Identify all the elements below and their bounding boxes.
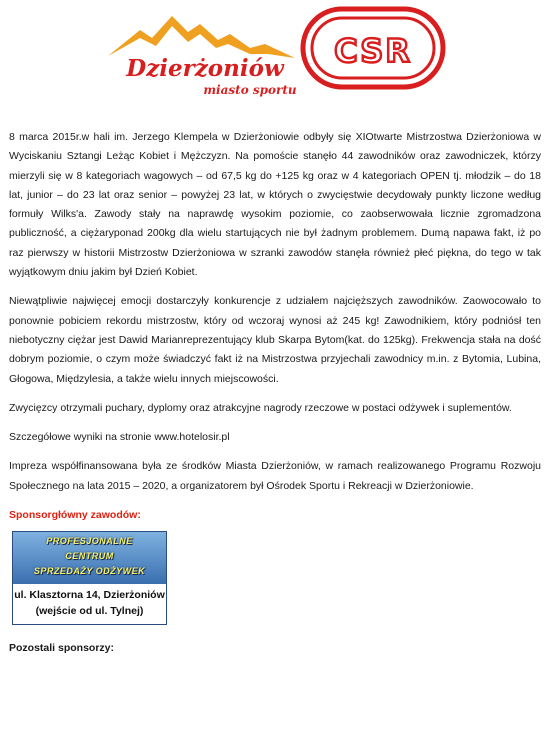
csr-logo-text: CSR <box>334 32 412 70</box>
csr-logo <box>300 6 446 90</box>
ad-line-1: PROFESJONALNE <box>46 536 133 547</box>
article-body <box>9 128 541 658</box>
dzierzoniow-logo <box>100 4 310 104</box>
ad-line-3: SPRZEDAŻY ODŻYWEK <box>33 566 146 577</box>
paragraph-event-summary: 8 marca 2015r.w hali im. Jerzego Klempela w Dzierżoniowie odbyły się XIOtwarte Mistrzostwa Dzierżoniowa w Wyciskaniu Sztangi Leżąc Kobiet i Mężczyzn. Na pomoście stanęło 44 zawodników oraz zawodniczek, którzy mierzyli się w 8 kategoriach wagowych – od 67,5 kg do +125 kg oraz w 4 kategoriach OPEN tj. młodzik – do 18 lat, junior – do 23 lat oraz senior – powyżej 23 lat, w których o zwycięstwie decydowały punkty liczone według formuły Wilks'a. Zawody stały na naprawdę wysokim poziomie, co zaobserwowała licznie zgromadzona publiczność, a ciężaryponad 200kg dla wielu startujących nie był żadnym problemem. Dumą napawa fakt, iż po raz pierwszy w historii Mistrzostw Dzierżoniowa w szranki zawodów stanęła również płeć piękna, do tego w tak wyjątkowym dniu jakim był Dzień Kobiet. <box>9 131 541 279</box>
ad-line-2: CENTRUM <box>65 551 114 562</box>
ad-address: ul. Klasztorna 14, Dzierżoniów <box>14 589 165 602</box>
logo-tagline: miasto sportu <box>203 83 297 97</box>
sponsor-ad-banner[interactable] <box>12 531 167 625</box>
other-sponsors-heading: Pozostali sponsorzy: <box>9 642 115 655</box>
mountains-graphic <box>108 16 295 58</box>
main-sponsor-heading: Sponsorgłówny zawodów: <box>9 509 141 522</box>
paragraph-results-link: Szczegółowe wyniki na stronie www.hotelosir.pl <box>9 431 230 444</box>
ad-address-entrance: (wejście od ul. Tylnej) <box>35 605 144 618</box>
header <box>0 0 550 110</box>
logo-name: Dzierżoniów <box>126 55 284 82</box>
paragraph-funding: Impreza współfinansowana była ze środków Miasta Dzierżoniów, w ramach realizowanego Programu Rozwoju Społecznego na lata 2015 – 2020, a organizatorem był Ośrodek Sportu i Rekreacji w Dzierżoniowie. <box>9 460 541 492</box>
paragraph-awards: Zwycięzcy otrzymali puchary, dyplomy oraz atrakcyjne nagrody rzeczowe w postaci odżywek i suplementów. <box>9 401 512 414</box>
paragraph-record: Niewątpliwie najwięcej emocji dostarczyły konkurencje z udziałem najcięższych zawodników. Zaowocowało to ponownie pobiciem rekordu mistrzostw, który od wczoraj wynosi aż 245 kg! Zawodnikiem, który podniósł ten niebotyczny ciężar jest Dawid Marianreprezentujący klub Skarpa Bytom(kat. do 125kg). Frekwencja stała na dość dobrym poziomie, o czym może świadczyć fakt iż na Mistrzostwa przyjechali zawodnicy m.in. z Bytomia, Lubina, Głogowa, Międzylesia, a także wielu innych miejscowości. <box>9 295 541 385</box>
